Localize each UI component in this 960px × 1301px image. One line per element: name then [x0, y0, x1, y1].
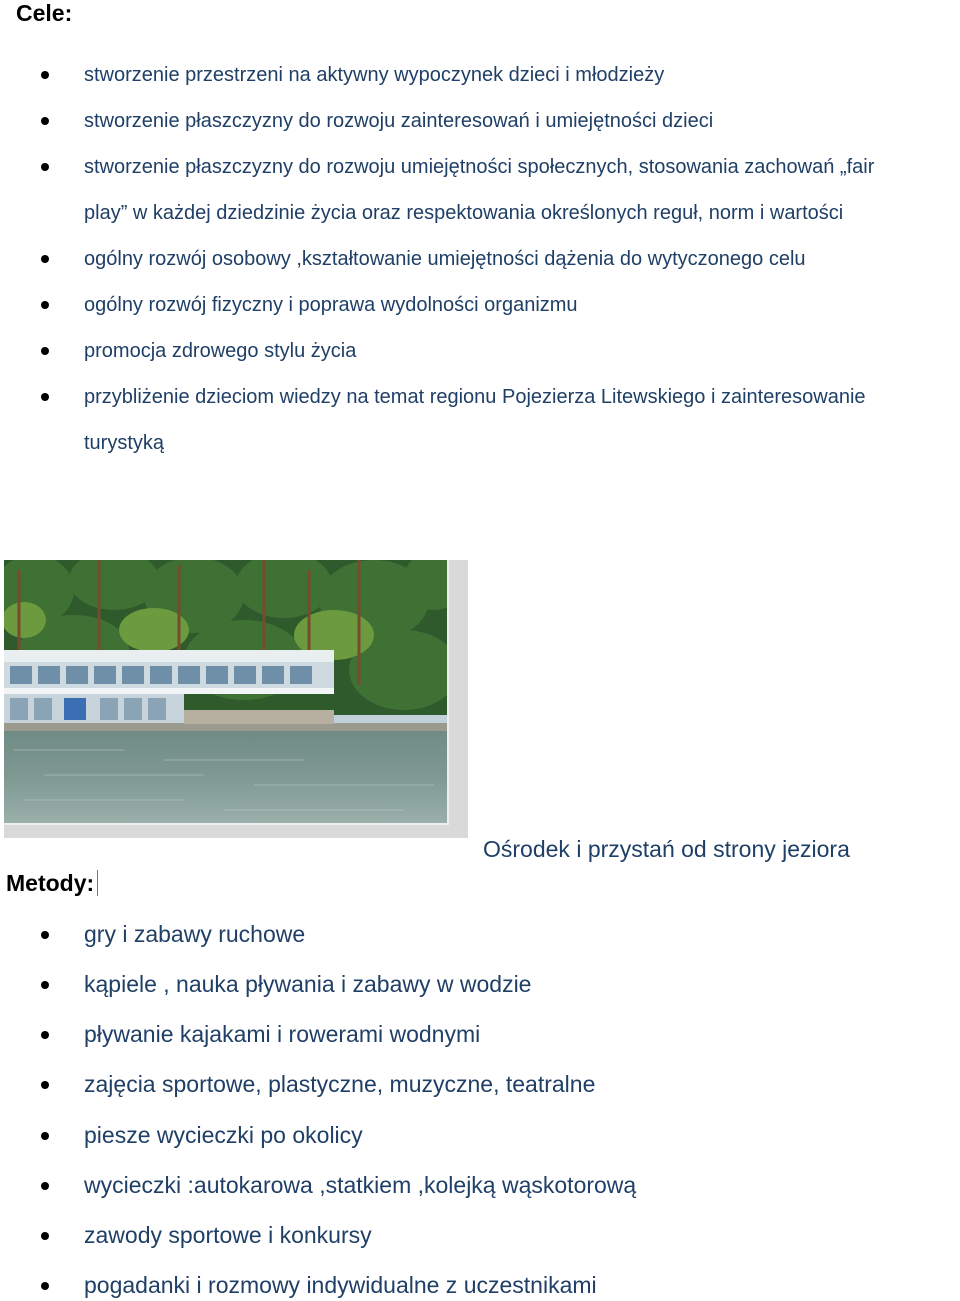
method-item: zajęcia sportowe, plastyczne, muzyczne, teatralne	[84, 1071, 596, 1097]
goal-item: przybliżenie dzieciom wiedzy na temat regionu Pojezierza Litewskiego i zainteresowanie	[84, 386, 866, 408]
goal-item-continuation: play” w każdej dziedzinie życia oraz respektowania określonych reguł, norm i wartości	[84, 202, 844, 224]
bullet-icon	[41, 1132, 49, 1140]
bullet-icon	[41, 71, 49, 79]
cele-heading: Cele:	[16, 0, 73, 26]
bullet-icon	[41, 931, 49, 939]
metody-heading: Metody:	[6, 870, 98, 897]
bullet-icon	[41, 1232, 49, 1240]
method-item: kąpiele , nauka pływania i zabawy w wodzie	[84, 971, 532, 997]
bullet-icon	[41, 981, 49, 989]
goal-item: stworzenie płaszczyzny do rozwoju umiejętności społecznych, stosowania zachowań „fair	[84, 156, 875, 178]
bullet-icon	[41, 1182, 49, 1190]
method-item: gry i zabawy ruchowe	[84, 921, 306, 947]
method-item: pogadanki i rozmowy indywidualne z uczestnikami	[84, 1272, 597, 1298]
method-item: piesze wycieczki po okolicy	[84, 1122, 363, 1148]
bullet-icon	[41, 163, 49, 171]
bullet-icon	[41, 1081, 49, 1089]
bullet-icon	[41, 1282, 49, 1290]
goal-item-continuation: turystyką	[84, 432, 165, 454]
goal-item: stworzenie przestrzeni na aktywny wypoczynek dzieci i młodzieży	[84, 64, 665, 86]
goal-item: ogólny rozwój fizyczny i poprawa wydolności organizmu	[84, 294, 578, 316]
bullet-icon	[41, 393, 49, 401]
goal-item: promocja zdrowego stylu życia	[84, 340, 357, 362]
text-cursor	[97, 870, 98, 896]
goal-item: ogólny rozwój osobowy ,kształtowanie umiejętności dążenia do wytyczonego celu	[84, 248, 806, 270]
method-item: pływanie kajakami i rowerami wodnymi	[84, 1021, 481, 1047]
method-item: wycieczki :autokarowa ,statkiem ,kolejką wąskotorową	[84, 1172, 637, 1198]
goal-item: stworzenie płaszczyzny do rozwoju zainteresowań i umiejętności dzieci	[84, 110, 714, 132]
bullet-icon	[41, 255, 49, 263]
bullet-icon	[41, 1031, 49, 1039]
bullet-icon	[41, 117, 49, 125]
lake-resort-photo	[4, 560, 449, 825]
bullet-icon	[41, 347, 49, 355]
bullet-icon	[41, 301, 49, 309]
method-item: zawody sportowe i konkursy	[84, 1222, 372, 1248]
photo-shadow	[4, 560, 468, 838]
photo-caption: Ośrodek i przystań od strony jeziora	[483, 836, 850, 862]
